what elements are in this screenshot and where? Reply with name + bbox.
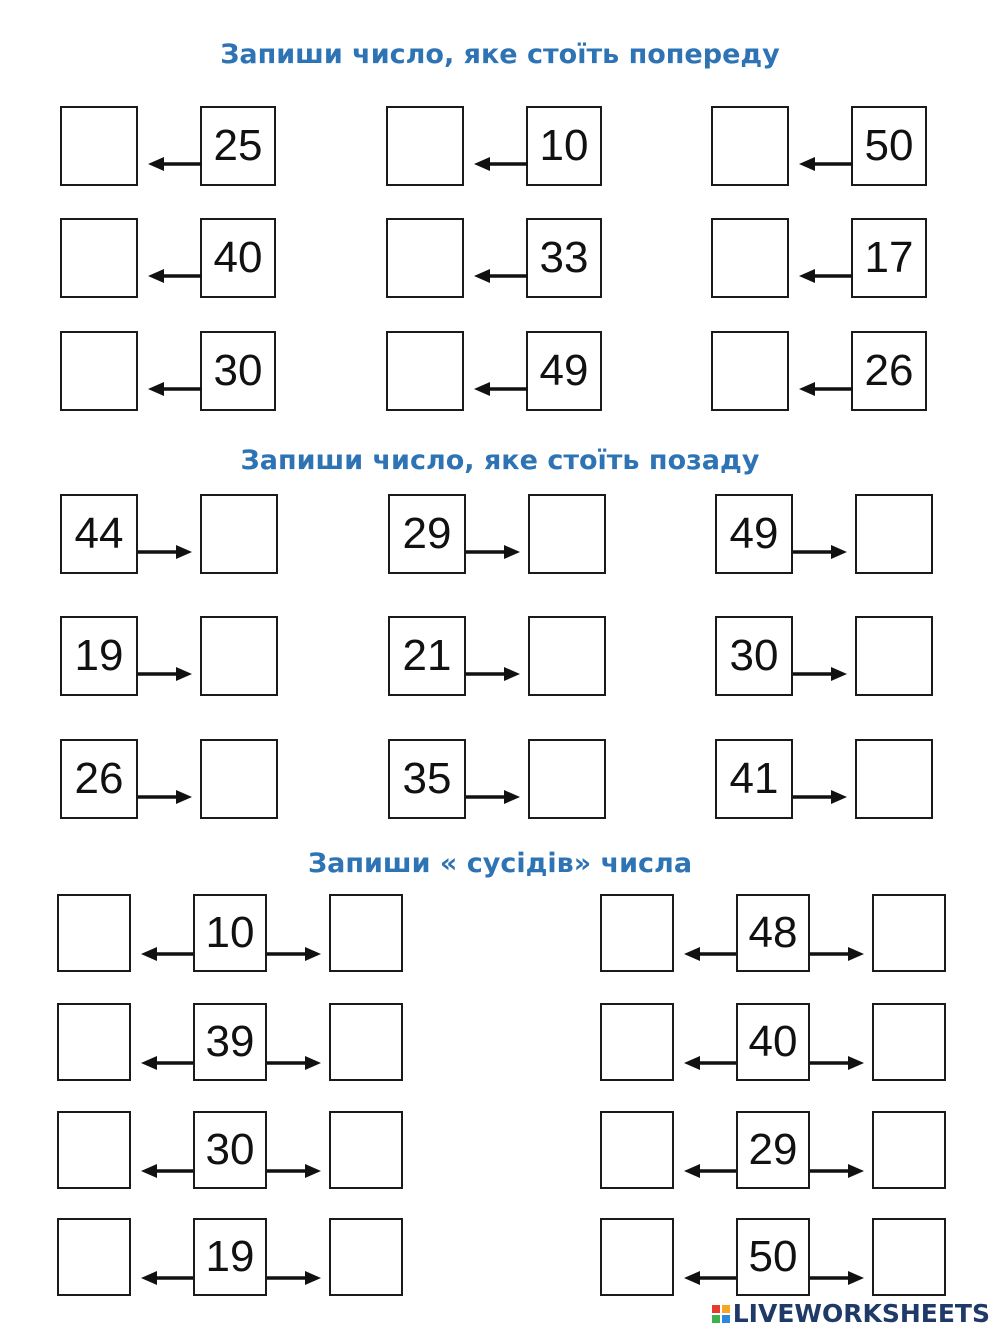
given-number-box: 44 bbox=[60, 494, 138, 574]
answer-box-left-neighbor[interactable] bbox=[600, 894, 674, 972]
given-number-box: 26 bbox=[851, 331, 927, 411]
logo-square-orange bbox=[722, 1305, 730, 1313]
section-title-before: Запиши число, яке стоїть попереду bbox=[220, 39, 780, 70]
section-title-after: Запиши число, яке стоїть позаду bbox=[240, 445, 760, 476]
liveworksheets-logo-icon bbox=[712, 1305, 730, 1323]
arrow-right-icon bbox=[267, 944, 321, 964]
arrow-right-icon bbox=[267, 1161, 321, 1181]
arrow-left-icon bbox=[148, 154, 202, 174]
logo-text: LIVEWORKSHEETS bbox=[732, 1299, 990, 1328]
arrow-right-icon bbox=[138, 787, 192, 807]
answer-box-left-neighbor[interactable] bbox=[600, 1218, 674, 1296]
arrow-left-icon bbox=[148, 266, 202, 286]
arrow-right-icon bbox=[810, 1268, 864, 1288]
given-number-box: 33 bbox=[526, 218, 602, 298]
answer-box-left-neighbor[interactable] bbox=[57, 1003, 131, 1081]
given-number-box: 10 bbox=[526, 106, 602, 186]
section-title-neighbors: Запиши « сусідів» числа bbox=[307, 848, 693, 879]
given-number-box: 30 bbox=[193, 1111, 267, 1189]
given-number-box: 10 bbox=[193, 894, 267, 972]
given-number-box: 17 bbox=[851, 218, 927, 298]
answer-box-left-neighbor[interactable] bbox=[57, 894, 131, 972]
answer-box-before[interactable] bbox=[386, 106, 464, 186]
arrow-right-icon bbox=[267, 1268, 321, 1288]
arrow-left-icon bbox=[799, 379, 853, 399]
answer-box-right-neighbor[interactable] bbox=[329, 1111, 403, 1189]
arrow-right-icon bbox=[466, 787, 520, 807]
arrow-right-icon bbox=[793, 664, 847, 684]
given-number-box: 50 bbox=[851, 106, 927, 186]
answer-box-before[interactable] bbox=[60, 218, 138, 298]
answer-box-after[interactable] bbox=[200, 494, 278, 574]
given-number-box: 30 bbox=[200, 331, 276, 411]
liveworksheets-logo bbox=[712, 1299, 990, 1328]
arrow-left-icon bbox=[799, 154, 853, 174]
arrow-right-icon bbox=[138, 664, 192, 684]
logo-square-red bbox=[712, 1305, 720, 1313]
answer-box-after[interactable] bbox=[200, 616, 278, 696]
arrow-left-icon bbox=[148, 379, 202, 399]
answer-box-before[interactable] bbox=[711, 331, 789, 411]
answer-box-after[interactable] bbox=[528, 616, 606, 696]
answer-box-before[interactable] bbox=[60, 331, 138, 411]
arrow-left-icon bbox=[474, 266, 528, 286]
arrow-right-icon bbox=[138, 542, 192, 562]
arrow-left-icon bbox=[799, 266, 853, 286]
arrow-left-icon bbox=[684, 1161, 736, 1181]
answer-box-right-neighbor[interactable] bbox=[872, 1111, 946, 1189]
arrow-right-icon bbox=[267, 1053, 321, 1073]
answer-box-left-neighbor[interactable] bbox=[57, 1218, 131, 1296]
given-number-box: 50 bbox=[736, 1218, 810, 1296]
answer-box-before[interactable] bbox=[711, 218, 789, 298]
answer-box-right-neighbor[interactable] bbox=[329, 894, 403, 972]
answer-box-after[interactable] bbox=[855, 616, 933, 696]
given-number-box: 29 bbox=[388, 494, 466, 574]
logo-square-green bbox=[712, 1315, 720, 1323]
given-number-box: 19 bbox=[60, 616, 138, 696]
given-number-box: 49 bbox=[526, 331, 602, 411]
arrow-right-icon bbox=[810, 1161, 864, 1181]
given-number-box: 21 bbox=[388, 616, 466, 696]
arrow-left-icon bbox=[141, 1053, 193, 1073]
given-number-box: 29 bbox=[736, 1111, 810, 1189]
arrow-left-icon bbox=[684, 1268, 736, 1288]
answer-box-left-neighbor[interactable] bbox=[600, 1003, 674, 1081]
arrow-left-icon bbox=[141, 1161, 193, 1181]
given-number-box: 26 bbox=[60, 739, 138, 819]
given-number-box: 19 bbox=[193, 1218, 267, 1296]
answer-box-before[interactable] bbox=[386, 331, 464, 411]
answer-box-after[interactable] bbox=[855, 739, 933, 819]
answer-box-right-neighbor[interactable] bbox=[872, 894, 946, 972]
arrow-right-icon bbox=[466, 542, 520, 562]
arrow-right-icon bbox=[793, 787, 847, 807]
logo-square-blue bbox=[722, 1315, 730, 1323]
answer-box-left-neighbor[interactable] bbox=[57, 1111, 131, 1189]
answer-box-right-neighbor[interactable] bbox=[872, 1218, 946, 1296]
given-number-box: 35 bbox=[388, 739, 466, 819]
given-number-box: 40 bbox=[736, 1003, 810, 1081]
answer-box-right-neighbor[interactable] bbox=[329, 1218, 403, 1296]
answer-box-after[interactable] bbox=[528, 494, 606, 574]
given-number-box: 40 bbox=[200, 218, 276, 298]
arrow-left-icon bbox=[474, 379, 528, 399]
given-number-box: 48 bbox=[736, 894, 810, 972]
arrow-left-icon bbox=[684, 944, 736, 964]
arrow-left-icon bbox=[141, 1268, 193, 1288]
arrow-left-icon bbox=[474, 154, 528, 174]
answer-box-right-neighbor[interactable] bbox=[329, 1003, 403, 1081]
given-number-box: 25 bbox=[200, 106, 276, 186]
answer-box-left-neighbor[interactable] bbox=[600, 1111, 674, 1189]
arrow-right-icon bbox=[810, 1053, 864, 1073]
answer-box-after[interactable] bbox=[200, 739, 278, 819]
answer-box-before[interactable] bbox=[60, 106, 138, 186]
given-number-box: 49 bbox=[715, 494, 793, 574]
answer-box-right-neighbor[interactable] bbox=[872, 1003, 946, 1081]
answer-box-before[interactable] bbox=[711, 106, 789, 186]
answer-box-before[interactable] bbox=[386, 218, 464, 298]
arrow-left-icon bbox=[141, 944, 193, 964]
given-number-box: 41 bbox=[715, 739, 793, 819]
given-number-box: 30 bbox=[715, 616, 793, 696]
arrow-left-icon bbox=[684, 1053, 736, 1073]
answer-box-after[interactable] bbox=[528, 739, 606, 819]
answer-box-after[interactable] bbox=[855, 494, 933, 574]
arrow-right-icon bbox=[810, 944, 864, 964]
arrow-right-icon bbox=[466, 664, 520, 684]
given-number-box: 39 bbox=[193, 1003, 267, 1081]
arrow-right-icon bbox=[793, 542, 847, 562]
